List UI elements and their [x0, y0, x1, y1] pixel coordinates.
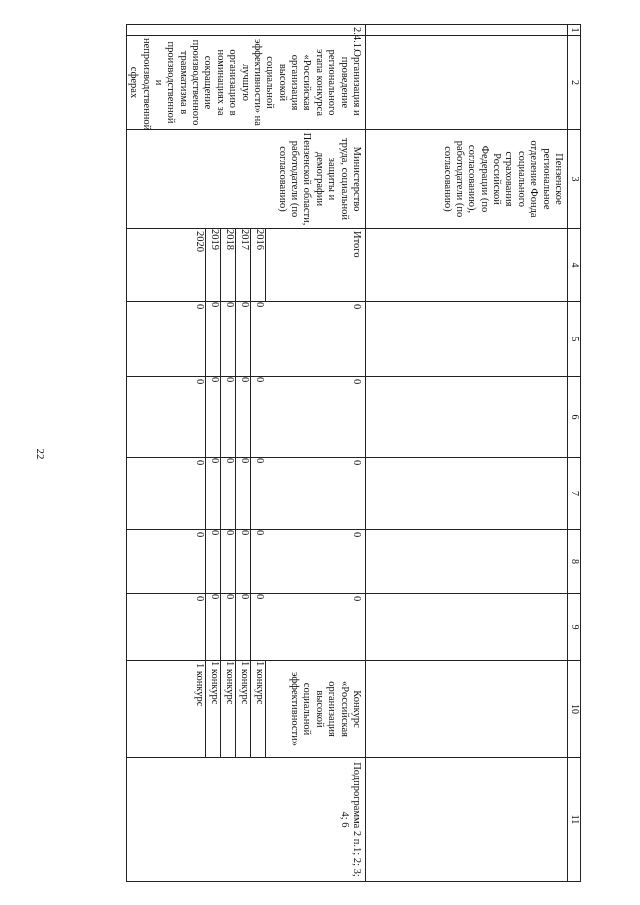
item-value-7: 0 — [266, 458, 366, 530]
item-value-5: 0 — [266, 302, 366, 377]
cell-number — [366, 25, 568, 36]
year-value: 0 — [221, 594, 236, 661]
header-cell: 9 — [568, 594, 581, 661]
year-value: 0 — [236, 377, 251, 458]
year-cell: 2016 — [251, 229, 266, 302]
cell-executor: Пензенское региональное отделение Фонда социального страхования Российской Федерации (по согласованию), работодатели (по согласованию) — [366, 130, 568, 229]
year-value: 0 — [236, 530, 251, 594]
page-number: 22 — [34, 448, 46, 460]
item-program: Подпрограмма 2 п.1; 2; 3; 4; 6 — [126, 758, 365, 882]
year-value: 0 — [221, 458, 236, 530]
year-value: 0 — [206, 302, 221, 377]
year-value: 0 — [236, 594, 251, 661]
item-value-8: 0 — [266, 530, 366, 594]
header-cell: 4 — [568, 229, 581, 302]
year-value: 0 — [251, 594, 266, 661]
year-value: 0 — [206, 530, 221, 594]
item-executor: Министерство труда, социальной защиты и демографии Пензенской области, работодатели (по согласованию) — [126, 130, 365, 229]
year-cell: 2019 — [206, 229, 221, 302]
cell-value — [366, 302, 568, 377]
year-value: 0 — [236, 302, 251, 377]
year-value: 0 — [206, 377, 221, 458]
item-value-9: 0 — [266, 594, 366, 661]
header-cell: 11 — [568, 758, 581, 882]
year-result: 1 конкурс — [221, 661, 236, 758]
cell-value — [366, 594, 568, 661]
header-cell: 10 — [568, 661, 581, 758]
year-result: 1 конкурс — [126, 661, 205, 758]
header-cell: 7 — [568, 458, 581, 530]
year-value: 0 — [126, 458, 205, 530]
year-value: 0 — [236, 458, 251, 530]
year-value: 0 — [221, 377, 236, 458]
year-cell: 2018 — [221, 229, 236, 302]
cell-result — [366, 661, 568, 758]
rotated-table-frame — [81, 24, 581, 881]
cell-value — [366, 458, 568, 530]
year-result: 1 конкурс — [206, 661, 221, 758]
year-value: 0 — [126, 530, 205, 594]
program-table — [126, 24, 581, 882]
year-value: 0 — [126, 302, 205, 377]
year-value: 0 — [251, 377, 266, 458]
year-value: 0 — [126, 377, 205, 458]
year-value: 0 — [221, 530, 236, 594]
cell-name — [366, 36, 568, 130]
header-cell: 5 — [568, 302, 581, 377]
year-value: 0 — [221, 302, 236, 377]
cell-program — [366, 758, 568, 882]
header-cell: 6 — [568, 377, 581, 458]
cell-period — [366, 229, 568, 302]
year-cell: 2020 — [126, 229, 205, 302]
year-result: 1 конкурс — [251, 661, 266, 758]
header-cell: 3 — [568, 130, 581, 229]
header-cell: 2 — [568, 36, 581, 130]
year-value: 0 — [206, 458, 221, 530]
year-value: 0 — [206, 594, 221, 661]
year-value: 0 — [251, 458, 266, 530]
year-value: 0 — [126, 594, 205, 661]
header-cell: 8 — [568, 530, 581, 594]
item-period: Итого — [266, 229, 366, 302]
item-name: Организация и проведение регионального этапа конкурса «Российская организация высокой социальной эффективности» на лучшую организацию в номинациях за сокращение производственного травматизма в производственной и непроизводственной сферах — [126, 36, 365, 130]
item-value-6: 0 — [266, 377, 366, 458]
item-row — [266, 25, 366, 882]
year-value: 0 — [251, 302, 266, 377]
header-row — [568, 25, 581, 882]
rotated-table-container — [81, 24, 581, 881]
cell-value — [366, 377, 568, 458]
header-cell: 1 — [568, 25, 581, 36]
continued-row — [366, 25, 568, 882]
year-result: 1 конкурс — [236, 661, 251, 758]
item-number: 2.4.1. — [126, 25, 365, 36]
item-result: Конкурс «Российская организация высокой социальной эффективности» — [266, 661, 366, 758]
cell-value — [366, 530, 568, 594]
year-cell: 2017 — [236, 229, 251, 302]
year-value: 0 — [251, 530, 266, 594]
